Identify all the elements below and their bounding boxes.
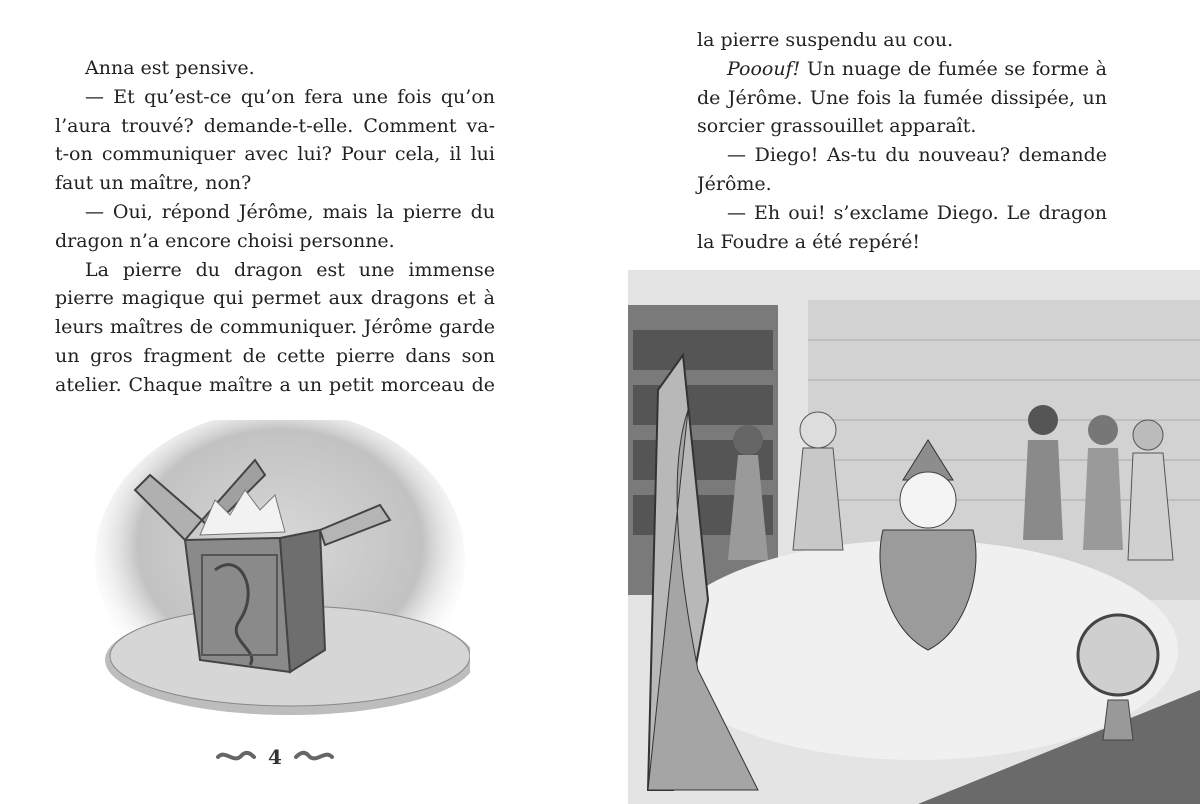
wizard-scene-illustration [628,270,1200,804]
text-line: dragon n’a encore choisi personne. [55,229,395,252]
text-line [697,55,1107,84]
text-line: atelier. Chaque maître a un petit morceau de [55,373,495,396]
text-line: la Foudre a été repéré! [697,230,921,253]
text-line: La pierre du dragon est une immense [85,258,495,281]
swash-right-icon [294,749,334,765]
text-line: faut un maître, non? [55,172,252,195]
right-page [600,0,1200,804]
swash-left-icon [216,749,256,765]
treasure-box-illustration [90,420,470,730]
text-line: t-on communiquer avec lui? Pour cela, il lui [55,143,495,166]
text-line: Anna est pensive. [85,57,255,79]
text-line: sorcier grassouillet apparaît. [697,115,977,138]
left-text-column [55,54,495,400]
text-line: Jérôme. [697,172,772,195]
text-span: Un nuage de fumée se forme à [806,57,1107,80]
page-number [210,740,340,774]
text-line: — Oui, répond Jérôme, mais la pierre du [85,200,495,223]
text-line: de Jérôme. Une fois la fumée dissipée, un [697,86,1107,109]
text-line: l’aura trouvé? demande-t-elle. Comment va- [55,114,495,137]
text-line: — Et qu’est-ce qu’on fera une fois qu’on [85,85,495,108]
page-number-text: 4 [268,745,282,769]
sound-effect: Pooouf! [727,57,801,80]
text-line: — Eh oui! s’exclame Diego. Le dragon [727,201,1107,224]
text-line: pierre magique qui permet aux dragons et à [55,287,495,310]
text-line: — Diego! As-tu du nouveau? demande [727,144,1107,167]
text-line: leurs maîtres de communiquer. Jérôme garde [55,316,495,339]
text-line: la pierre suspendu au cou. [697,29,954,51]
right-text-column [697,26,1107,256]
text-line: un gros fragment de cette pierre dans son [55,344,495,367]
